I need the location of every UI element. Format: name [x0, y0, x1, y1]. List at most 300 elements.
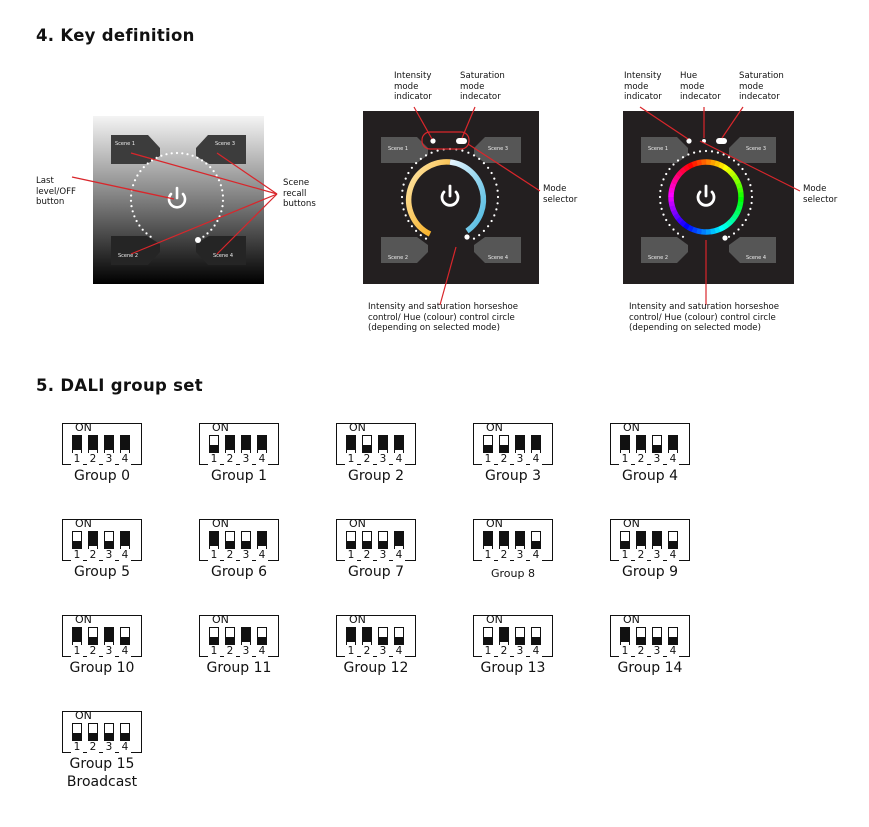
section-4-heading: 4. Key definition	[36, 26, 195, 45]
dip-on-label: ON	[486, 421, 503, 434]
dip-switch-number: 4	[667, 645, 679, 657]
ring-dot	[192, 155, 194, 157]
hue-segment	[736, 180, 738, 184]
panel-1-indicator	[195, 237, 201, 243]
ring-dot	[136, 174, 138, 176]
hue-segment	[738, 206, 740, 211]
dip-switch-housing	[62, 423, 142, 465]
ring-dot	[751, 190, 753, 192]
ring-dot	[415, 162, 417, 164]
last-level-off-label: Last level/OFF button	[36, 176, 76, 207]
dip-switch-housing	[62, 711, 142, 753]
hue-segment	[678, 172, 681, 176]
dip-switch-number: 1	[482, 453, 494, 465]
ring-dot	[733, 159, 735, 161]
ring-dot	[403, 184, 405, 186]
ring-dot	[407, 172, 409, 174]
ring-dot	[495, 208, 497, 210]
saturation-mode-indicator-label: Saturation mode indecator	[460, 71, 505, 102]
ring-dot	[747, 178, 749, 180]
ring-dot	[156, 157, 158, 159]
ring-dot	[737, 163, 739, 165]
dip-switch-number: 4	[393, 645, 405, 657]
ring-dot	[133, 215, 135, 217]
control-circle-caption: Intensity and saturation horseshoe control/ Hue (colour) control circle (depending on selected mode)	[368, 302, 519, 333]
ring-dot	[145, 232, 147, 234]
hue-segment	[672, 206, 674, 211]
hue-segment	[693, 163, 698, 165]
dip-on-label: ON	[486, 613, 503, 626]
ring-dot	[747, 214, 749, 216]
dip-switch-number: 4	[393, 453, 405, 465]
ring-dot	[478, 234, 480, 236]
dip-switch-group	[199, 423, 283, 501]
dip-switch-group	[610, 519, 694, 597]
hue-segment	[736, 210, 738, 214]
dip-on-label: ON	[212, 421, 229, 434]
dip-switch-number: 1	[71, 741, 83, 753]
dip-on-label: ON	[623, 613, 640, 626]
intensity-mode-indicator-label: Intensity mode indicator	[624, 71, 662, 102]
ring-dot	[132, 210, 134, 212]
dip-switch-number: 4	[119, 453, 131, 465]
dip-switch-number: 1	[208, 453, 220, 465]
dip-switch-number: 4	[256, 645, 268, 657]
hue-segment	[692, 229, 697, 231]
ring-dot	[171, 152, 173, 154]
dip-switch-group	[199, 615, 283, 693]
dip-on-label: ON	[75, 517, 92, 530]
dip-switch-number: 2	[361, 645, 373, 657]
ring-dot	[206, 232, 208, 234]
ring-dot	[415, 230, 417, 232]
dip-switch-housing	[336, 615, 416, 657]
ring-dot	[473, 238, 475, 240]
ring-dot	[665, 173, 667, 175]
ring-dot	[222, 194, 224, 196]
dip-on-label: ON	[212, 613, 229, 626]
ring-dot	[147, 162, 149, 164]
dip-switch-number: 3	[514, 453, 526, 465]
intensity-indicator	[430, 138, 435, 143]
ring-dot	[661, 184, 663, 186]
hue-segment	[681, 222, 685, 225]
ring-dot	[209, 166, 211, 168]
group-label: Group 9	[622, 564, 678, 580]
dip-switch-number: 4	[119, 549, 131, 561]
ring-dot	[201, 159, 203, 161]
ring-dot	[220, 184, 222, 186]
dip-switch-number: 2	[498, 549, 510, 561]
dip-switch-number: 3	[103, 453, 115, 465]
group-label: Group 10	[69, 660, 135, 676]
dip-switch-number: 2	[635, 549, 647, 561]
dip-switch-housing	[199, 423, 279, 465]
hue-segment	[731, 218, 734, 222]
dip-switch-group	[199, 519, 283, 597]
dip-switch-group	[473, 519, 557, 597]
dip-switch-number: 3	[240, 645, 252, 657]
hue-segment	[719, 227, 723, 229]
ring-dot	[495, 184, 497, 186]
dip-switch-number: 4	[530, 549, 542, 561]
ring-dot	[483, 230, 485, 232]
dip-on-label: ON	[75, 613, 92, 626]
ring-dot	[728, 236, 730, 238]
hue-segment	[715, 163, 720, 165]
dip-switch-housing	[62, 615, 142, 657]
scene-2-label: Scene 2	[118, 253, 139, 259]
dip-switch-number: 1	[71, 453, 83, 465]
dip-switch-group	[610, 423, 694, 501]
dip-switch-number: 1	[345, 453, 357, 465]
hue-segment	[724, 167, 728, 170]
ring-dot	[493, 214, 495, 216]
hue-segment	[671, 188, 672, 193]
intensity-indicator	[686, 138, 691, 143]
group-label: Group 0	[74, 468, 130, 484]
dip-switch-housing	[610, 423, 690, 465]
hue-segment	[711, 162, 716, 163]
hue-segment	[672, 183, 674, 188]
dip-switch-number: 2	[498, 453, 510, 465]
dip-on-label: ON	[349, 613, 366, 626]
ring-dot	[705, 150, 707, 152]
dip-switch-number: 2	[224, 549, 236, 561]
dip-on-label: ON	[623, 517, 640, 530]
ring-dot	[216, 220, 218, 222]
dip-switch-number: 3	[651, 549, 663, 561]
ring-dot	[165, 153, 167, 155]
ring-dot	[745, 219, 747, 221]
mode-selector-label: Mode selector	[803, 184, 838, 205]
ring-dot	[497, 202, 499, 204]
ring-dot	[493, 178, 495, 180]
ring-dot	[668, 168, 670, 170]
dip-switch-number: 2	[498, 645, 510, 657]
saturation-indicator	[456, 138, 467, 144]
dip-switch-number: 3	[103, 645, 115, 657]
scene-4-label: Scene 4	[488, 255, 509, 261]
dip-switch-number: 4	[256, 453, 268, 465]
ring-dot	[751, 202, 753, 204]
ring-dot	[420, 158, 422, 160]
dip-on-label: ON	[75, 421, 92, 434]
ring-dot	[682, 156, 684, 158]
dip-switch-housing	[199, 615, 279, 657]
group-label: Group 8	[491, 567, 535, 580]
ring-dot	[665, 219, 667, 221]
dip-switch-group	[62, 519, 146, 597]
dip-switch-number: 1	[619, 645, 631, 657]
ring-dot	[210, 229, 212, 231]
ring-dot	[487, 167, 489, 169]
dip-switch-group	[473, 423, 557, 501]
dip-switch-number: 3	[103, 741, 115, 753]
dip-switch-number: 4	[119, 645, 131, 657]
scene-1-label: Scene 1	[388, 146, 409, 152]
dip-switch-number: 3	[377, 645, 389, 657]
ring-dot	[662, 214, 664, 216]
group-label: Group 15 Broadcast	[66, 756, 138, 790]
ring-dot	[473, 154, 475, 156]
ring-dot	[737, 228, 739, 230]
ring-dot	[677, 159, 679, 161]
dip-switch-group	[62, 711, 146, 789]
ring-dot	[693, 152, 695, 154]
ring-dot	[741, 224, 743, 226]
group-label: Group 6	[211, 564, 267, 580]
hue-segment	[697, 162, 702, 163]
scene-1-label: Scene 1	[648, 146, 669, 152]
ring-dot	[682, 236, 684, 238]
group-label: Group 4	[622, 468, 678, 484]
dip-switch-number: 2	[224, 645, 236, 657]
ring-dot	[733, 232, 735, 234]
dip-switch-number: 1	[71, 549, 83, 561]
ring-dot	[205, 162, 207, 164]
dip-switch-group	[62, 423, 146, 501]
hue-segment	[727, 222, 731, 225]
dip-switch-group	[336, 615, 420, 693]
ring-dot	[425, 238, 427, 240]
ring-dot	[687, 153, 689, 155]
scene-1-label: Scene 1	[115, 141, 136, 147]
saturation-mode-indicator-label: Saturation mode indecator	[739, 71, 784, 102]
ring-dot	[202, 236, 204, 238]
dip-switch-number: 2	[361, 549, 373, 561]
scene-4-label: Scene 4	[213, 253, 234, 259]
dip-switch-group	[336, 423, 420, 501]
group-label: Group 14	[617, 660, 683, 676]
scene-recall-label: Scene recall buttons	[283, 178, 316, 209]
hue-segment	[688, 227, 692, 229]
ring-dot	[659, 190, 661, 192]
control-circle-caption: Intensity and saturation horseshoe control/ Hue (colour) control circle (depending on selected mode)	[629, 302, 780, 333]
ring-dot	[741, 168, 743, 170]
dip-switch-number: 4	[530, 453, 542, 465]
dip-switch-number: 1	[619, 549, 631, 561]
hue-segment	[723, 225, 727, 228]
dip-switch-number: 2	[87, 741, 99, 753]
dip-switch-number: 1	[208, 549, 220, 561]
ring-dot	[699, 150, 701, 152]
hue-segment	[710, 231, 715, 232]
ring-dot	[497, 196, 499, 198]
group-label: Group 3	[485, 468, 541, 484]
intensity-mode-indicator-label: Intensity mode indicator	[394, 71, 432, 102]
ring-dot	[425, 154, 427, 156]
ring-dot	[478, 158, 480, 160]
hue-segment	[685, 167, 689, 170]
hue-segment	[671, 201, 672, 206]
hue-segment	[740, 188, 741, 193]
dip-switch-number: 2	[87, 453, 99, 465]
ring-dot	[138, 224, 140, 226]
hue-segment	[734, 215, 737, 219]
panel-1-diagram	[0, 60, 340, 300]
ring-dot	[401, 196, 403, 198]
ring-dot	[461, 150, 463, 152]
ring-dot	[222, 200, 224, 202]
dip-switch-number: 1	[482, 549, 494, 561]
ring-dot	[176, 152, 178, 154]
dip-switch-number: 4	[667, 453, 679, 465]
ring-dot	[403, 208, 405, 210]
ring-dot	[405, 214, 407, 216]
ring-dot	[181, 152, 183, 154]
group-label: Group 7	[348, 564, 404, 580]
ring-dot	[130, 200, 132, 202]
dip-switch-housing	[610, 615, 690, 657]
scene-2-label: Scene 2	[648, 255, 669, 261]
dip-switch-number: 4	[667, 549, 679, 561]
hue-segment	[689, 165, 693, 167]
group-label: Group 2	[348, 468, 404, 484]
dip-switch-number: 1	[482, 645, 494, 657]
dip-switch-number: 1	[208, 645, 220, 657]
dip-switch-number: 3	[103, 549, 115, 561]
hue-segment	[740, 202, 741, 207]
ring-dot	[407, 220, 409, 222]
hue-segment	[676, 176, 679, 180]
ring-dot	[218, 179, 220, 181]
ring-dot	[143, 166, 145, 168]
ring-dot	[483, 162, 485, 164]
ring-dot	[405, 178, 407, 180]
dip-on-label: ON	[212, 517, 229, 530]
ring-dot	[213, 170, 215, 172]
dip-switch-number: 2	[635, 453, 647, 465]
group-label: Group 11	[206, 660, 272, 676]
hue-segment	[676, 214, 679, 218]
panel-3-diagram	[600, 60, 869, 340]
hue-segment	[715, 229, 720, 231]
dip-switch-number: 1	[619, 453, 631, 465]
dip-switch-number: 4	[119, 741, 131, 753]
scene-3-label: Scene 3	[215, 141, 236, 147]
ring-dot	[467, 152, 469, 154]
ring-dot	[751, 196, 753, 198]
ring-dot	[431, 152, 433, 154]
hue-segment	[719, 165, 723, 167]
dip-switch-group	[62, 615, 146, 693]
hue-segment	[731, 172, 734, 176]
dip-switch-housing	[473, 615, 553, 657]
ring-dot	[221, 205, 223, 207]
ring-dot	[186, 153, 188, 155]
dip-switch-number: 4	[256, 549, 268, 561]
ring-dot	[130, 205, 132, 207]
dip-switch-number: 4	[393, 549, 405, 561]
section-5-heading: 5. DALI group set	[36, 376, 203, 395]
scene-3-label: Scene 3	[488, 146, 509, 152]
hue-segment	[697, 231, 702, 232]
ring-dot	[677, 232, 679, 234]
ring-dot	[150, 236, 152, 238]
ring-dot	[749, 184, 751, 186]
hue-segment	[674, 179, 676, 183]
dip-switch-number: 2	[361, 453, 373, 465]
dip-switch-number: 3	[377, 453, 389, 465]
ring-dot	[411, 167, 413, 169]
mode-selector-label: Mode selector	[543, 184, 578, 205]
ring-dot	[221, 189, 223, 191]
dip-on-label: ON	[623, 421, 640, 434]
ring-dot	[220, 210, 222, 212]
dip-switch-housing	[199, 519, 279, 561]
dip-switch-number: 2	[87, 549, 99, 561]
ring-dot	[659, 202, 661, 204]
ring-dot	[659, 196, 661, 198]
ring-dot	[401, 190, 403, 192]
ring-dot	[487, 225, 489, 227]
dip-switch-housing	[473, 423, 553, 465]
ring-dot	[401, 202, 403, 204]
ring-dot	[672, 228, 674, 230]
dip-switch-housing	[473, 519, 553, 561]
dip-switch-housing	[62, 519, 142, 561]
ring-dot	[672, 163, 674, 165]
ring-dot	[134, 179, 136, 181]
ring-dot	[132, 184, 134, 186]
dip-switch-group	[336, 519, 420, 597]
dip-switch-number: 3	[514, 645, 526, 657]
ring-dot	[717, 152, 719, 154]
dip-on-label: ON	[349, 517, 366, 530]
ring-dot	[411, 225, 413, 227]
hue-segment	[674, 210, 676, 214]
ring-dot	[136, 220, 138, 222]
ring-dot	[497, 190, 499, 192]
ring-dot	[745, 173, 747, 175]
dip-switch-number: 3	[240, 549, 252, 561]
ring-dot	[668, 224, 670, 226]
ring-dot	[142, 229, 144, 231]
ring-dot	[749, 208, 751, 210]
dip-switch-number: 1	[345, 549, 357, 561]
ring-dot	[437, 150, 439, 152]
dip-on-label: ON	[349, 421, 366, 434]
dip-switch-number: 1	[71, 645, 83, 657]
scene-3-label: Scene 3	[746, 146, 767, 152]
ring-dot	[214, 224, 216, 226]
dip-switch-number: 1	[345, 645, 357, 657]
hue-segment	[734, 176, 737, 180]
dip-switch-housing	[336, 519, 416, 561]
hue-segment	[681, 169, 685, 172]
ring-dot	[139, 170, 141, 172]
dip-switch-housing	[336, 423, 416, 465]
ring-dot	[491, 172, 493, 174]
ring-dot	[160, 155, 162, 157]
group-label: Group 13	[480, 660, 546, 676]
hue-segment	[738, 184, 740, 189]
dip-switch-number: 3	[377, 549, 389, 561]
dip-switch-group	[610, 615, 694, 693]
ring-dot	[196, 157, 198, 159]
dip-switch-number: 3	[514, 549, 526, 561]
dip-on-label: ON	[75, 709, 92, 722]
ring-dot	[661, 208, 663, 210]
ring-dot	[130, 194, 132, 196]
ring-dot	[662, 178, 664, 180]
scene-4-label: Scene 4	[746, 255, 767, 261]
dip-switch-group	[473, 615, 557, 693]
ring-dot	[711, 150, 713, 152]
dip-switch-number: 3	[240, 453, 252, 465]
hue-segment	[727, 169, 731, 172]
